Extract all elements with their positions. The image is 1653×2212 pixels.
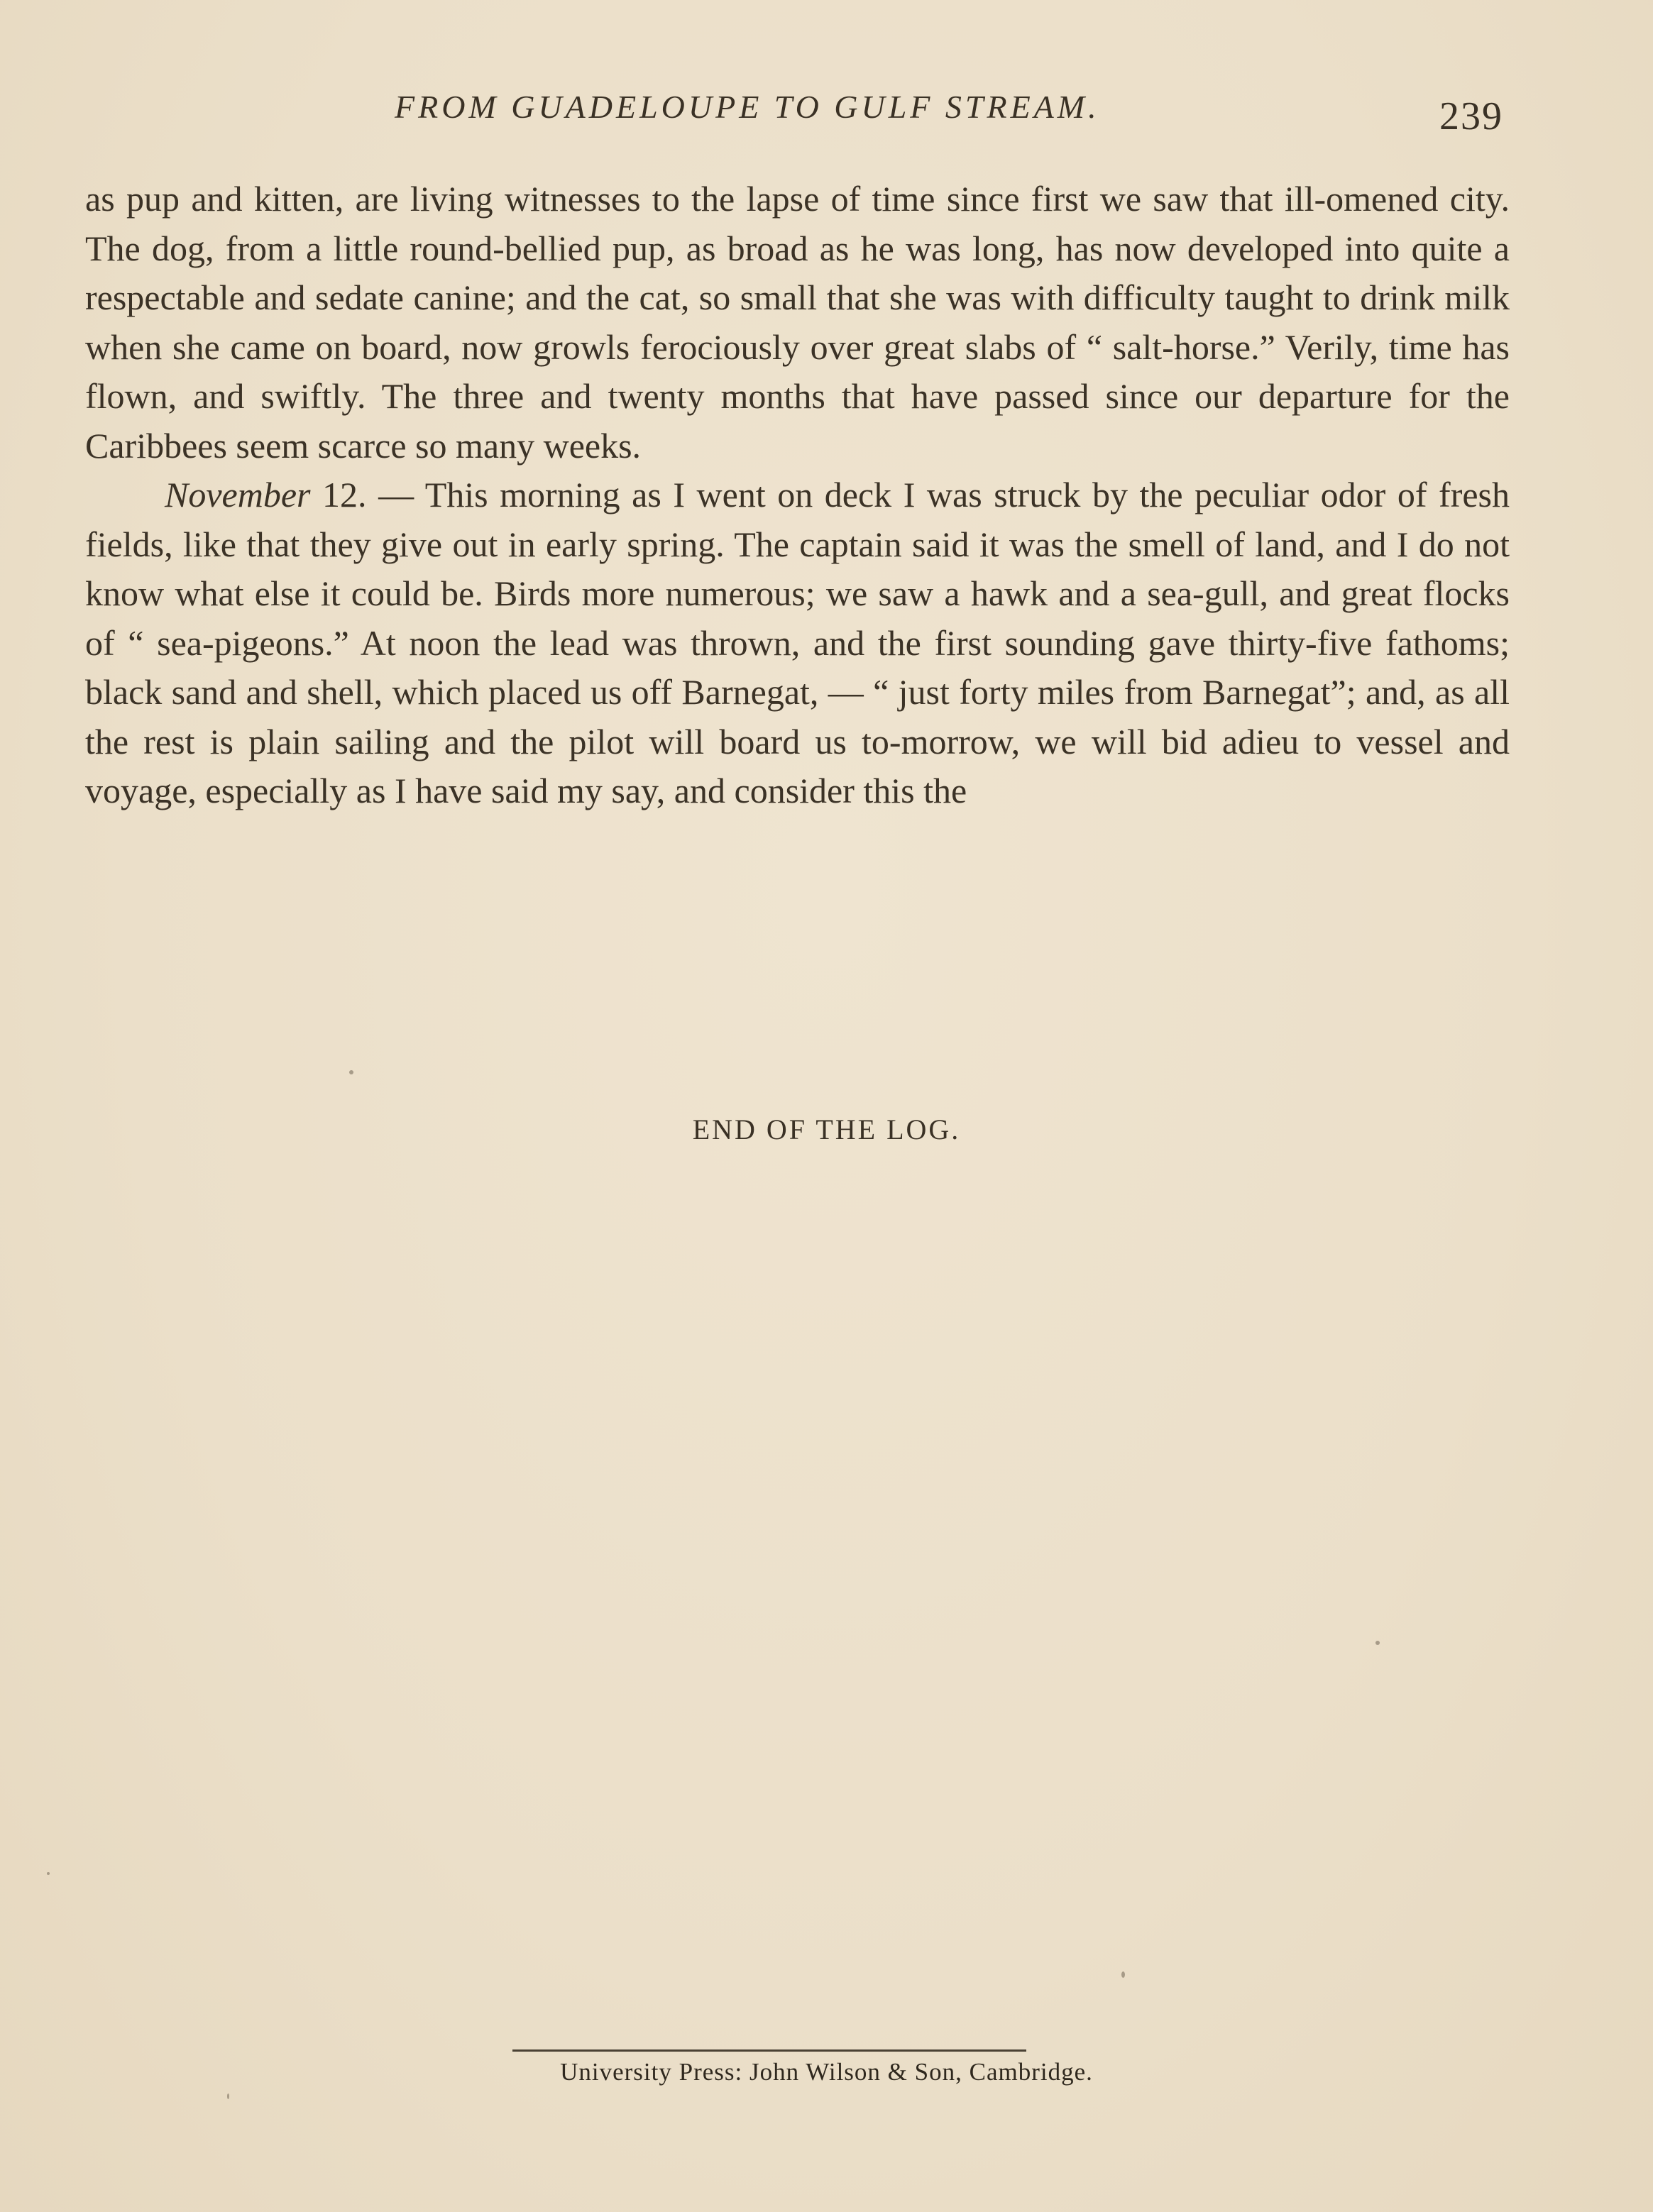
paragraph-continued: as pup and kitten, are living witnesses to the lapse of time since first we saw that ill-omened city. The dog, from a little round-bellied pup, as broad as he was long, has now developed into quite a respectable and sedate canine; and the cat, so small that she was with difficulty taught to drink milk when she came on board, now growls ferociously over great slabs of “ salt-horse.” Verily, time has flown, and swiftly. The three and twenty months that have passed since our departure for the Caribbees seem scarce so many weeks. xyxy=(85,179,1510,466)
footer-rule xyxy=(512,2049,1026,2052)
paper-speck xyxy=(227,2093,229,2099)
page-number: 239 xyxy=(1439,94,1503,138)
end-of-log-heading: END OF THE LOG. xyxy=(692,1113,961,1145)
entry-text: 12. — This morning as I went on deck I was struck by the peculiar odor of fresh fields, like that they give out in early spring. The captain said it was the smell of land, and I do not know what else it could be. Birds more numerous; we saw a hawk and a sea-gull, and great flocks of “ sea-pigeons.” At noon the lead was thrown, and the first sounding gave thirty-five fathoms; black sand and shell, which placed us off Barnegat, — “ just forty miles from Barnegat”; and, as all the rest is plain sailing and the pilot will board us to-morrow, we will bid adieu to vessel and voyage, especially as I have said my say, and consider this the xyxy=(85,475,1510,810)
printer-imprint: University Press: John Wilson & Son, Cambridge. xyxy=(560,2058,1093,2086)
paper-speck xyxy=(349,1070,353,1074)
paper-speck xyxy=(1375,1641,1380,1645)
running-head: FROM GUADELOUPE TO GULF STREAM. xyxy=(395,89,1100,125)
paper-speck xyxy=(47,1872,50,1875)
entry-date: November xyxy=(165,475,311,515)
body-text xyxy=(85,175,1510,816)
paragraph-november-12 xyxy=(85,471,1510,816)
paper-speck xyxy=(1121,1971,1125,1978)
